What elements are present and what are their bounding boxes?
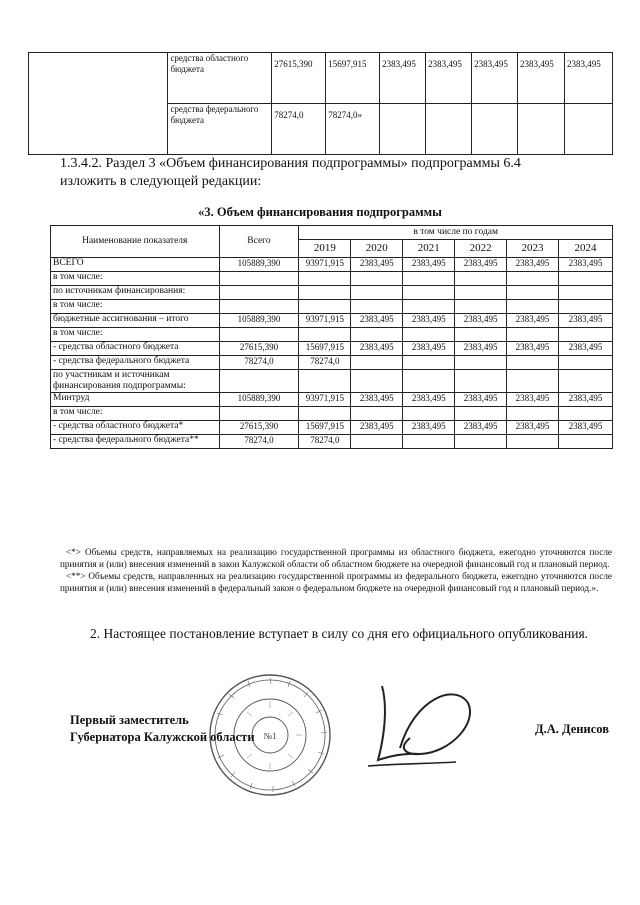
cell-2020 bbox=[380, 104, 426, 155]
handwritten-signature bbox=[360, 668, 480, 778]
cell-year bbox=[351, 356, 403, 370]
cell-year bbox=[455, 272, 507, 286]
cell-year: 2383,495 bbox=[559, 393, 613, 407]
cell-year bbox=[351, 286, 403, 300]
footnotes bbox=[60, 546, 612, 594]
header-year: 2021 bbox=[403, 240, 455, 258]
row-label: - средства областного бюджета bbox=[51, 342, 220, 356]
row-label: - средства федерального бюджета** bbox=[51, 435, 220, 449]
header-year: 2020 bbox=[351, 240, 403, 258]
cell-year: 93971,915 bbox=[299, 393, 351, 407]
cell-year bbox=[507, 435, 559, 449]
cell-total bbox=[219, 286, 299, 300]
cell-2023 bbox=[518, 104, 565, 155]
section-title: «3. Объем финансирования подпрограммы bbox=[198, 205, 442, 219]
signatory-position bbox=[70, 712, 255, 746]
cell-year bbox=[507, 286, 559, 300]
cell-year bbox=[299, 286, 351, 300]
cell-year: 2383,495 bbox=[507, 393, 559, 407]
cell-total bbox=[219, 300, 299, 314]
cell-year: 2383,495 bbox=[455, 314, 507, 328]
header-years-group: в том числе по годам bbox=[299, 226, 613, 240]
table-row bbox=[51, 300, 613, 314]
cell-year: 2383,495 bbox=[559, 258, 613, 272]
cell-year: 78274,0 bbox=[299, 435, 351, 449]
cell-2022: 2383,495 bbox=[472, 53, 518, 104]
row-label: в том числе: bbox=[51, 272, 220, 286]
cell-total: 105889,390 bbox=[219, 258, 299, 272]
cell-year bbox=[403, 356, 455, 370]
row-label: в том числе: bbox=[51, 407, 220, 421]
cell-year bbox=[403, 272, 455, 286]
row-label: в том числе: bbox=[51, 328, 220, 342]
row-label: бюджетные ассигнования – итого bbox=[51, 314, 220, 328]
table-row bbox=[51, 272, 613, 286]
cell-year bbox=[455, 356, 507, 370]
cell-year: 2383,495 bbox=[455, 393, 507, 407]
row-label: в том числе: bbox=[51, 300, 220, 314]
position-line-1: Первый заместитель bbox=[70, 713, 189, 727]
cell-total: 105889,390 bbox=[219, 314, 299, 328]
svg-text:№1: №1 bbox=[263, 731, 277, 741]
row-label: - средства федерального бюджета bbox=[51, 356, 220, 370]
cell-year bbox=[455, 300, 507, 314]
table-row bbox=[29, 53, 613, 104]
cell-year bbox=[507, 407, 559, 421]
footnote-2: <**> Объемы средств, направленных на реализацию государственной программы из федерального бюджета, ежегодно уточняются после принятия и (или) внесения изменений в федеральный закон о федеральном бюджете на очередной финансовый год и плановый период.». bbox=[60, 571, 612, 593]
cell-year bbox=[559, 356, 613, 370]
cell-year bbox=[559, 370, 613, 393]
cell-year: 2383,495 bbox=[351, 342, 403, 356]
cell-year: 2383,495 bbox=[455, 342, 507, 356]
table-row bbox=[51, 328, 613, 342]
cell-year: 78274,0 bbox=[299, 356, 351, 370]
cell-2024 bbox=[565, 104, 613, 155]
cell-year bbox=[299, 370, 351, 393]
cell-year bbox=[559, 407, 613, 421]
cell-year: 2383,495 bbox=[403, 421, 455, 435]
cell-year bbox=[299, 272, 351, 286]
cell-year bbox=[455, 370, 507, 393]
cell-year bbox=[507, 300, 559, 314]
cell-year bbox=[403, 370, 455, 393]
cell-year bbox=[299, 300, 351, 314]
financing-table-body bbox=[51, 258, 613, 449]
table-row bbox=[51, 356, 613, 370]
position-line-2: Губернатора Калужской области bbox=[70, 730, 255, 744]
row-label: средства федерального бюджета bbox=[168, 104, 272, 155]
cell-total bbox=[219, 328, 299, 342]
cell-year: 2383,495 bbox=[455, 421, 507, 435]
cell-total: 78274,0 bbox=[219, 356, 299, 370]
cell-2019: 78274,0» bbox=[326, 104, 380, 155]
cell-year bbox=[507, 328, 559, 342]
table-row bbox=[51, 258, 613, 272]
cell-year bbox=[403, 435, 455, 449]
cell-year: 2383,495 bbox=[507, 342, 559, 356]
cell-total bbox=[219, 272, 299, 286]
cell-2024: 2383,495 bbox=[565, 53, 613, 104]
paragraph-line: 1.3.4.2. Раздел 3 «Объем финансирования подпрограммы» подпрограммы 6.4 bbox=[60, 156, 521, 171]
cell-year bbox=[559, 300, 613, 314]
cell-total bbox=[219, 407, 299, 421]
cell-year bbox=[351, 300, 403, 314]
cell-year bbox=[351, 272, 403, 286]
cell-year bbox=[507, 356, 559, 370]
signatory-name: Д.А. Денисов bbox=[535, 722, 609, 736]
cell-year bbox=[559, 272, 613, 286]
cell-year: 2383,495 bbox=[403, 314, 455, 328]
table-row bbox=[51, 407, 613, 421]
header-year: 2023 bbox=[507, 240, 559, 258]
cell-year: 2383,495 bbox=[351, 393, 403, 407]
header-year: 2024 bbox=[559, 240, 613, 258]
cell-year bbox=[507, 370, 559, 393]
cell-year bbox=[559, 286, 613, 300]
header-year: 2022 bbox=[455, 240, 507, 258]
cell-year bbox=[403, 328, 455, 342]
row-label: Минтруд bbox=[51, 393, 220, 407]
cell-year bbox=[559, 435, 613, 449]
cell-year bbox=[351, 407, 403, 421]
cell-year bbox=[455, 328, 507, 342]
cell-year: 15697,915 bbox=[299, 342, 351, 356]
cell-year: 15697,915 bbox=[299, 421, 351, 435]
cell-year: 2383,495 bbox=[351, 421, 403, 435]
top-table bbox=[28, 52, 613, 155]
cell-year: 93971,915 bbox=[299, 258, 351, 272]
cell-year bbox=[299, 328, 351, 342]
cell-year bbox=[403, 286, 455, 300]
cell-year: 2383,495 bbox=[507, 314, 559, 328]
cell-year: 2383,495 bbox=[403, 393, 455, 407]
cell-total: 78274,0 bbox=[272, 104, 326, 155]
cell-total bbox=[219, 370, 299, 393]
cell-year bbox=[351, 435, 403, 449]
cell-year: 93971,915 bbox=[299, 314, 351, 328]
header-name: Наименование показателя bbox=[51, 226, 220, 258]
cell-total: 27615,390 bbox=[219, 421, 299, 435]
cell-total: 105889,390 bbox=[219, 393, 299, 407]
cell-year bbox=[403, 300, 455, 314]
cell-total: 78274,0 bbox=[219, 435, 299, 449]
cell-year: 2383,495 bbox=[351, 258, 403, 272]
cell-year: 2383,495 bbox=[507, 421, 559, 435]
cell-year bbox=[351, 370, 403, 393]
cell-year: 2383,495 bbox=[403, 258, 455, 272]
cell-2022 bbox=[472, 104, 518, 155]
cell-year bbox=[455, 407, 507, 421]
cell-total: 27615,390 bbox=[272, 53, 326, 104]
row-label: ВСЕГО bbox=[51, 258, 220, 272]
cell-year: 2383,495 bbox=[351, 314, 403, 328]
cell-year bbox=[559, 328, 613, 342]
table-row bbox=[51, 342, 613, 356]
cell-year: 2383,495 bbox=[559, 421, 613, 435]
cell-year: 2383,495 bbox=[455, 258, 507, 272]
cell-year bbox=[351, 328, 403, 342]
row-label: по участникам и источникам финансирования подпрограммы: bbox=[51, 370, 220, 393]
cell-year bbox=[455, 286, 507, 300]
table-row bbox=[51, 435, 613, 449]
row-label: по источникам финансирования: bbox=[51, 286, 220, 300]
footnote-1: <*> Объемы средств, направляемых на реализацию государственной программы из областного бюджета, ежегодно уточняются после принятия и (или) внесения изменений в закон Калужской области об областном бюджете на очередной финансовый год и плановый период. bbox=[60, 547, 612, 569]
cell-year: 2383,495 bbox=[559, 314, 613, 328]
cell-year bbox=[455, 435, 507, 449]
empty-cell bbox=[29, 53, 168, 155]
cell-2023: 2383,495 bbox=[518, 53, 565, 104]
cell-total: 27615,390 bbox=[219, 342, 299, 356]
header-row bbox=[51, 226, 613, 240]
amendment-paragraph bbox=[60, 155, 610, 173]
table-row bbox=[51, 393, 613, 407]
row-label: средства областного бюджета bbox=[168, 53, 272, 104]
financing-table bbox=[50, 225, 613, 449]
header-total: Всего bbox=[219, 226, 299, 258]
cell-2020: 2383,495 bbox=[380, 53, 426, 104]
cell-year: 2383,495 bbox=[559, 342, 613, 356]
header-year: 2019 bbox=[299, 240, 351, 258]
cell-year: 2383,495 bbox=[403, 342, 455, 356]
cell-year: 2383,495 bbox=[507, 258, 559, 272]
table-row bbox=[51, 286, 613, 300]
cell-year bbox=[299, 407, 351, 421]
cell-2019: 15697,915 bbox=[326, 53, 380, 104]
paragraph-line: изложить в следующей редакции: bbox=[60, 174, 262, 189]
table-row bbox=[51, 421, 613, 435]
table-row bbox=[51, 370, 613, 393]
final-sentence: 2. Настоящее постановление вступает в силу со дня его официального опубликования. bbox=[90, 626, 589, 641]
cell-2021: 2383,495 bbox=[426, 53, 472, 104]
cell-year bbox=[403, 407, 455, 421]
cell-2021 bbox=[426, 104, 472, 155]
cell-year bbox=[507, 272, 559, 286]
table-row bbox=[51, 314, 613, 328]
row-label: - средства областного бюджета* bbox=[51, 421, 220, 435]
